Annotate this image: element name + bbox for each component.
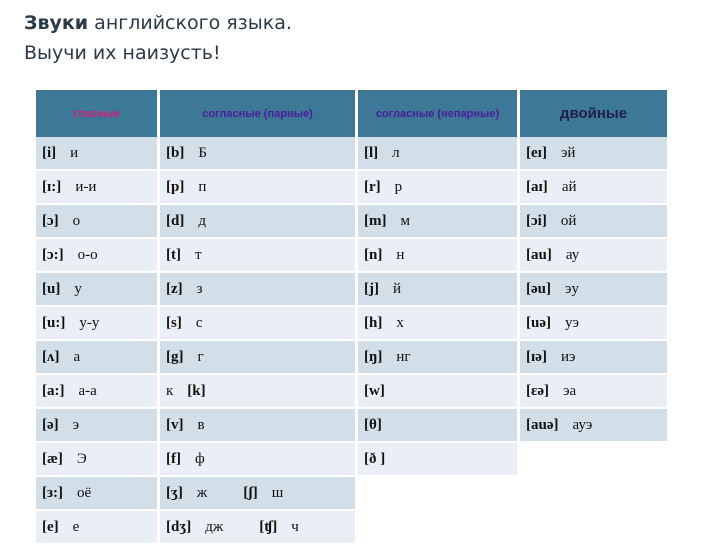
table-row [36,273,667,307]
table-row [36,239,667,273]
table-row [36,137,667,171]
cell-part-b: п [198,178,207,195]
cell-c4 [520,273,667,307]
cell-c3 [358,171,520,205]
cell-c2 [160,273,358,307]
cell-part-a: [aɪ] [526,178,548,195]
cell-part-b: уэ [565,314,579,331]
cell-c1 [36,205,160,239]
cell-part-b: у-у [79,314,100,331]
cell-part-b: Б [198,144,207,161]
slide-title [24,8,292,68]
cell-c2 [160,137,358,171]
header-unpaired-consonants: согласные (непарные) [358,90,520,137]
table-row [36,409,667,443]
table-row [36,375,667,409]
cell-part-a: [l] [364,144,379,161]
cell-part-b: а [73,348,81,365]
title-rest: английского языка. [94,12,292,34]
cell-part-b: л [392,144,400,161]
table-row [36,341,667,375]
cell-part-a: [s] [166,314,182,331]
cell-part-b: о [72,212,81,229]
cell-part-a: [з:] [42,484,64,501]
cell-c2 [160,443,358,477]
cell-part-a: [eɪ] [526,144,547,161]
cell-c4 [520,341,667,375]
cell-part-a: [w] [364,382,385,399]
cell-part-a: [p] [166,178,185,195]
cell-c1 [36,307,160,341]
cell-part-a: [ɔ:] [42,246,64,263]
cell-part-b: дж [205,518,224,535]
cell-c3 [358,307,520,341]
cell-part-a: [ɪə] [526,348,547,365]
cell-part-b: э [72,416,80,433]
cell-part-a: [ʃ] [243,484,258,501]
cell-part-b: эа [563,382,577,399]
cell-part-a: [ŋ] [364,348,383,365]
cell-part-a: [f] [166,450,181,467]
cell-c1 [36,409,160,443]
cell-part-b: м [400,212,410,229]
cell-part-a: [t] [166,246,181,263]
cell-c1 [36,273,160,307]
cell-part-a: [j] [364,280,379,297]
cell-part-b: нг [396,348,411,365]
sounds-table [36,90,667,545]
cell-part-a: [ʧ] [259,518,278,535]
cell-part-b: т [195,246,202,263]
cell-part-b: эй [560,144,576,161]
cell-c3 [358,375,520,409]
cell-part-b: н [396,246,405,263]
cell-part-a: [ʌ] [42,348,60,365]
cell-part-a: [dʒ] [166,518,192,535]
cell-part-a: [u] [42,280,61,297]
cell-part-b: з [196,280,203,297]
cell-part-b: у [74,280,82,297]
cell-part-b: в [197,416,205,433]
cell-c3 [358,273,520,307]
cell-part-b: е [72,518,80,535]
cell-part-b: ф [195,450,205,467]
cell-part-a: [ð ] [364,450,386,467]
title-line-1 [24,8,292,38]
cell-c2 [160,341,358,375]
cell-c2 [160,409,358,443]
cell-part-a: [æ] [42,450,63,467]
cell-part-a: [ɔ] [42,212,59,229]
cell-c4 [520,137,667,171]
cell-part-a: [e] [42,518,59,535]
cell-part-b: ауэ [572,416,593,433]
cell-part-a: [ə] [42,416,59,433]
cell-c1 [36,239,160,273]
cell-part-a: [θ] [364,416,382,433]
title-line-2: Выучи их наизусть! [24,42,221,64]
cell-c4 [520,205,667,239]
cell-c4 [520,307,667,341]
cell-part-a: [uə] [526,314,551,331]
table-row [36,171,667,205]
cell-part-b: х [396,314,404,331]
cell-c1 [36,171,160,205]
cell-part-b: д [198,212,206,229]
cell-part-b: Э [76,450,87,467]
cell-part-a: [auə] [526,416,559,433]
cell-part-a: [m] [364,212,387,229]
cell-part-a: [au] [526,246,552,263]
cell-part-a: [a:] [42,382,65,399]
table-row [36,443,667,477]
cell-part-b: о-о [77,246,98,263]
cell-part-a: [əu] [526,280,551,297]
cell-c3 [358,137,520,171]
header-diphthongs: двойные [520,90,667,137]
cell-part-a: [ɛə] [526,382,550,399]
table-row [36,205,667,239]
cell-part-b: ж [196,484,208,501]
cell-c3 [358,205,520,239]
cell-part-b: а-а [78,382,97,399]
cell-part-a: [g] [166,348,184,365]
cell-part-b: и [70,144,79,161]
cell-c2 [160,307,358,341]
cell-c2 [160,239,358,273]
cell-part-a: [d] [166,212,185,229]
table-row [36,477,667,511]
cell-part-a: [i] [42,144,57,161]
cell-c4 [520,375,667,409]
cell-part-a: [b] [166,144,185,161]
cell-c4 [520,239,667,273]
cell-c1 [36,137,160,171]
cell-part-a: к [166,382,174,399]
cell-c4 [520,409,667,443]
cell-part-b: ай [561,178,577,195]
cell-part-b: оё [77,484,92,501]
cell-part-b: ау [565,246,580,263]
cell-part-b: иэ [560,348,576,365]
cell-part-a: [ɪ:] [42,178,62,195]
cell-c2 [160,477,358,511]
cell-part-b: с [195,314,203,331]
cell-part-a: [u:] [42,314,66,331]
title-bold: Звуки [24,12,89,34]
cell-c4 [520,443,667,477]
cell-part-b: ой [560,212,577,229]
cell-part-a: [h] [364,314,383,331]
cell-c3 [358,239,520,273]
cell-c3 [358,409,520,443]
cell-c1 [36,443,160,477]
cell-c2 [160,171,358,205]
cell-c3 [358,477,520,511]
cell-c1 [36,341,160,375]
cell-part-a: [v] [166,416,184,433]
cell-part-b: ш [271,484,284,501]
cell-c4 [520,171,667,205]
cell-c4 [520,477,667,511]
cell-c1 [36,375,160,409]
cell-part-a: [ʒ] [166,484,183,501]
header-paired-consonants: согласные (парные) [160,90,358,137]
cell-part-b: [k] [187,382,206,399]
cell-part-b: ч [291,518,299,535]
cell-part-b: и-и [75,178,97,195]
cell-c3 [358,443,520,477]
cell-c2 [160,205,358,239]
cell-part-b: г [197,348,204,365]
cell-part-b: эу [565,280,579,297]
cell-c1 [36,477,160,511]
cell-part-a: [r] [364,178,381,195]
cell-part-b: р [394,178,403,195]
header-vowels: гласные [36,90,160,137]
table-body [36,137,667,545]
cell-part-a: [ɔi] [526,212,547,229]
table-row [36,307,667,341]
cell-c3 [358,341,520,375]
cell-part-a: [n] [364,246,383,263]
cell-part-a: [z] [166,280,183,297]
cell-c2 [160,375,358,409]
cell-part-b: й [393,280,402,297]
